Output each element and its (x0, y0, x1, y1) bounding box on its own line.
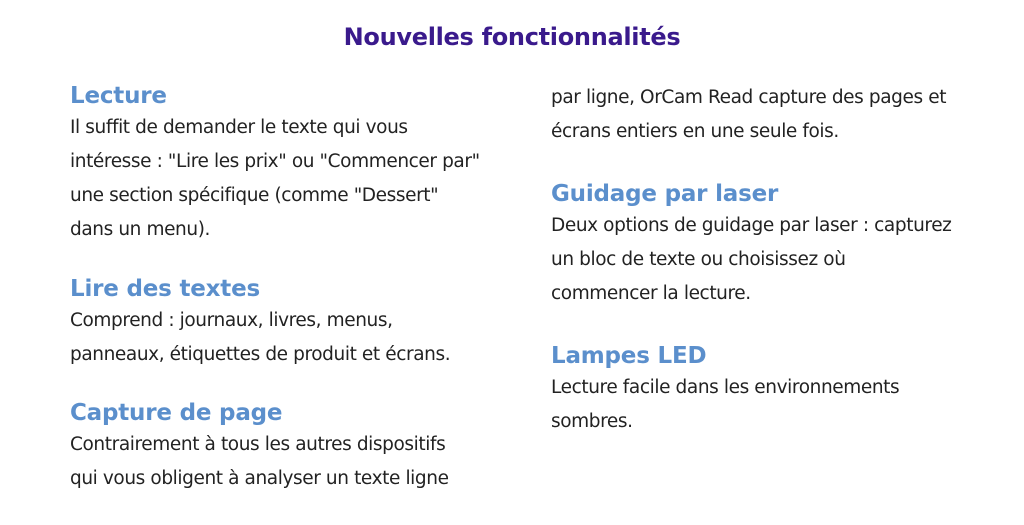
text-line: commencer la lecture. (551, 283, 751, 304)
section-lecture (70, 81, 510, 247)
section-heading-capture-de-page: Capture de page (70, 400, 283, 426)
section-guidage-par-laser (551, 179, 991, 311)
section-body-lecture (70, 111, 510, 247)
section-heading-lecture: Lecture (70, 83, 167, 109)
section-lire-des-textes (70, 274, 510, 372)
text-line: panneaux, étiquettes de produit et écrans. (70, 344, 451, 365)
text-line: qui vous obligent à analyser un texte ligne (70, 468, 449, 489)
left-column (70, 81, 510, 496)
text-line: un bloc de texte ou choisissez où (551, 249, 846, 270)
text-line: intéresse : "Lire les prix" ou "Commencer par" (70, 151, 480, 172)
text-line: sombres. (551, 411, 633, 432)
text-line: par ligne, OrCam Read capture des pages et (551, 87, 947, 108)
section-heading-lire-des-textes: Lire des textes (70, 276, 260, 302)
page-title: Nouvelles fonctionnalités (343, 23, 681, 52)
section-body-guidage-par-laser (551, 209, 991, 311)
section-heading-lampes-led: Lampes LED (551, 343, 707, 369)
section-lampes-led (551, 341, 991, 439)
text-line: Il suffit de demander le texte qui vous (70, 117, 408, 138)
text-line: Deux options de guidage par laser : capturez (551, 215, 952, 236)
section-heading-guidage-par-laser: Guidage par laser (551, 181, 779, 207)
text-line: écrans entiers en une seule fois. (551, 121, 839, 142)
section-capture-de-page-continued (551, 81, 991, 149)
text-line: Comprend : journaux, livres, menus, (70, 310, 393, 331)
text-line: une section spécifique (comme "Dessert" (70, 185, 439, 206)
section-body-capture-continued (551, 81, 991, 149)
text-line: dans un menu). (70, 219, 211, 240)
section-body-lampes-led (551, 371, 991, 439)
section-capture-de-page (70, 398, 510, 496)
text-line: Lecture facile dans les environnements (551, 377, 900, 398)
right-column (551, 81, 991, 439)
section-body-capture-de-page (70, 428, 510, 496)
section-body-lire-des-textes (70, 304, 510, 372)
text-line: Contrairement à tous les autres dispositifs (70, 434, 446, 455)
